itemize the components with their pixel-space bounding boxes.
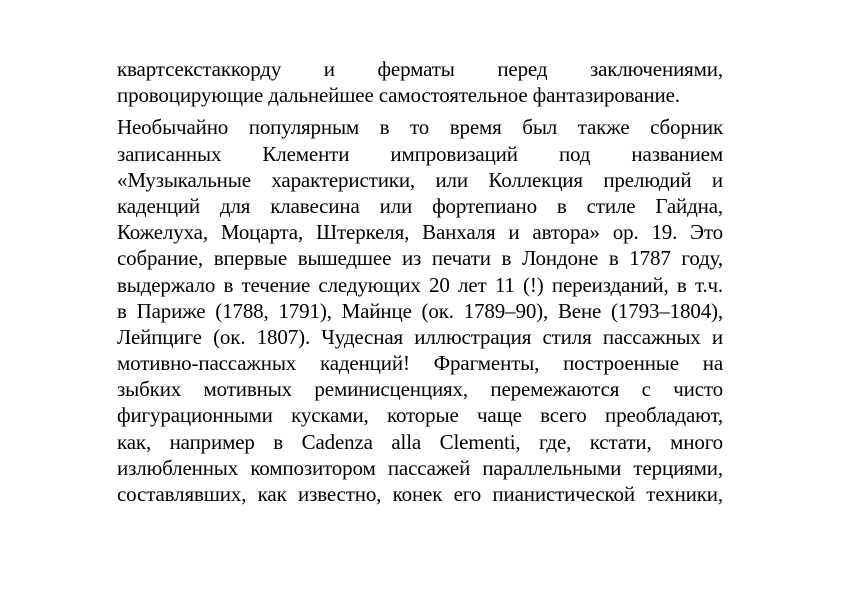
text-line: зыбких мотивных реминисценциях, перемежаются с чисто [117,377,723,402]
text-line: составлявших, как известно, конек его пианистической техники, [117,482,723,506]
text-line: Необычайно популярным в то время был также сборник [117,115,723,140]
text-line: в Париже (1788, 1791), Майнце (ок. 1789–90), Вене (1793–1804), [117,298,723,323]
paragraph [117,56,723,108]
text-line: записанных Клементи импровизаций под названием [117,141,723,166]
text-line: выдержало в течение следующих 20 лет 11 (!) переизданий, в т.ч. [117,272,723,297]
text-line: квартсекстаккорду и ферматы перед заключениями, [117,57,723,81]
text-line: каденций для клавесина или фортепиано в стиле Гайдна, [117,193,723,218]
text-line: фигурационными кусками, которые чаще всего преобладают, [117,403,723,428]
document-page [117,56,723,507]
text-line: как, например в Cadenza alla Clementi, где, кстати, много [117,429,723,454]
text-line: Кожелуха, Моцарта, Штеркеля, Ванхаля и автора» ор. 19. Это [117,220,723,245]
text-line: Лейпциге (ок. 1807). Чудесная иллюстрация стиля пассажных и [117,324,723,349]
text-line: мотивно-пассажных каденций! Фрагменты, построенные на [117,351,723,376]
text-line: собрание, впервые вышедшее из печати в Лондоне в 1787 году, [117,246,723,271]
text-line: излюбленных композитором пассажей параллельными терциями, [117,455,723,480]
text-line: провоцирующие дальнейшее самостоятельное фантазирование. [117,83,680,108]
text-line: «Музыкальные характеристики, или Коллекция прелюдий и [117,167,723,192]
paragraph [117,114,723,507]
